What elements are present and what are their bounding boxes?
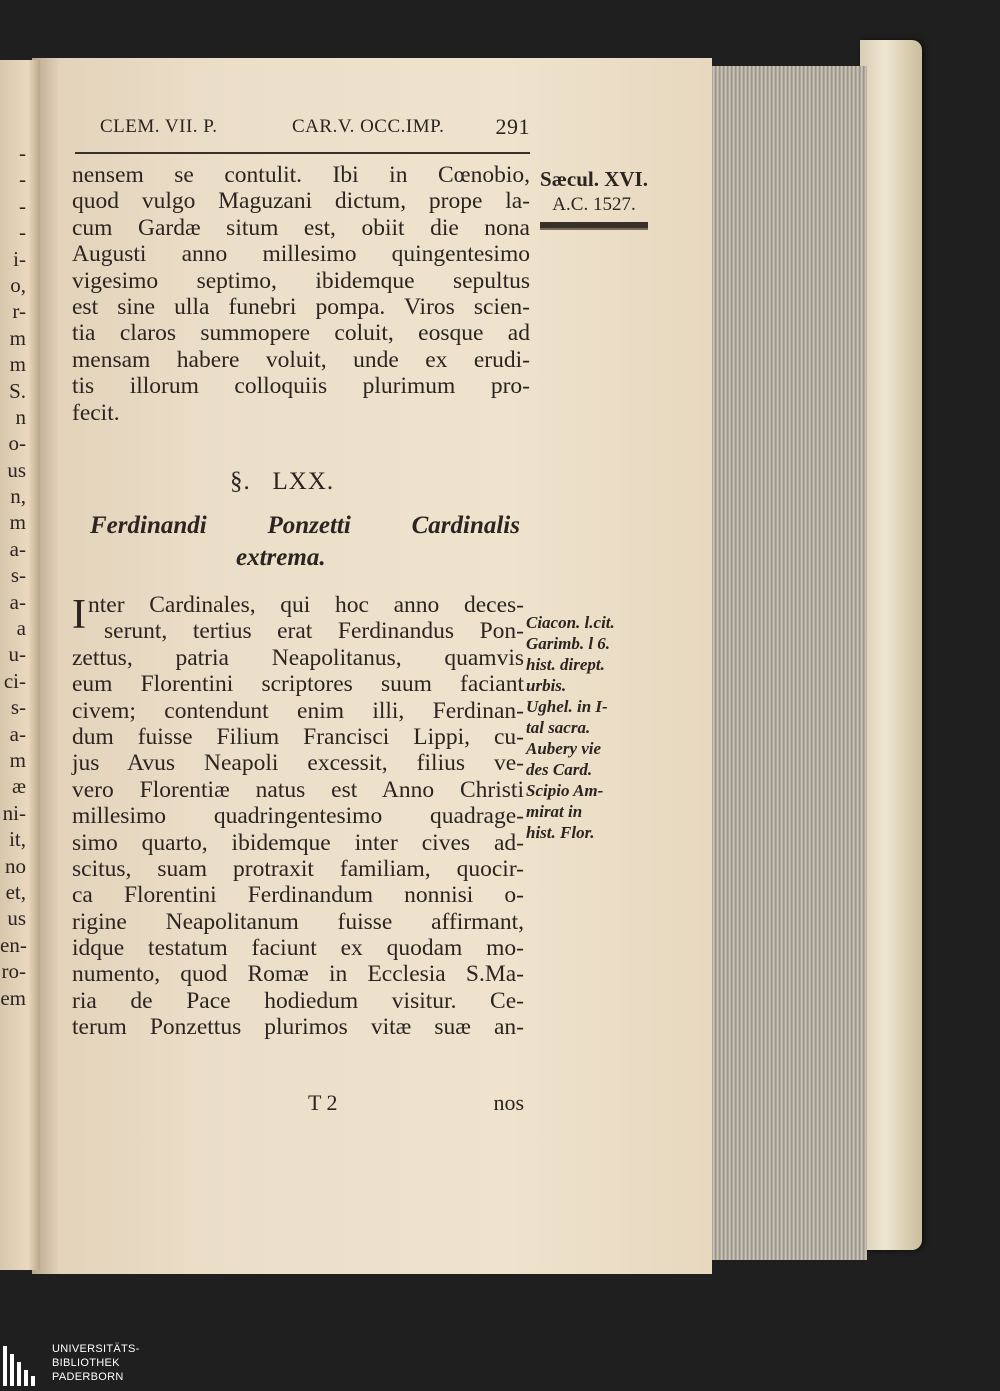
text-line: nter Cardinales, qui hoc anno deces- [88, 592, 524, 618]
text-line: dum fuisse Filium Francisci Lippi, cu- [72, 723, 524, 750]
text-line: zettus, patria Neapolitanus, quamvis [72, 644, 524, 671]
left-page-fragment: n, [10, 484, 26, 509]
left-page-fragment: m [9, 747, 26, 772]
left-page-fragment: S. [9, 378, 26, 403]
left-page-fragment: r- [12, 299, 26, 324]
left-page-fragment: - [19, 167, 26, 192]
text-line: tia claros summopere coluit, eosque ad [72, 320, 530, 347]
logo-line: BIBLIOTHEK [52, 1357, 120, 1369]
left-page-fragment: - [19, 193, 26, 218]
left-page-fragment: m [9, 325, 26, 350]
section-number: LXX. [272, 468, 335, 495]
text-line: millesimo quadringentesimo quadrage- [72, 803, 524, 830]
margin-date-note [534, 166, 654, 230]
header-left: CLEM. VII. P. [100, 116, 218, 137]
logo-line: PADERBORN [52, 1371, 124, 1383]
page-block-edges [705, 66, 867, 1260]
margin-note: Garimb. l 6. [526, 634, 611, 653]
library-logo-icon [3, 1346, 45, 1386]
left-page-fragment: æ [11, 774, 26, 799]
text-line: quod vulgo Maguzani dictum, prope la- [72, 188, 530, 215]
section-mark: §. [230, 468, 251, 495]
catchword: nos [493, 1090, 524, 1115]
text-line: nensem se contulit. Ibi in Cœnobio, [72, 162, 530, 188]
saeculum-label: Sæcul. XVI. [540, 167, 648, 191]
left-page-fragment: a- [9, 721, 26, 746]
left-page-fragment: m [9, 352, 26, 377]
text-line: simo quarto, ibidemque inter cives ad- [72, 829, 524, 856]
left-page-fragment: - [19, 141, 26, 165]
left-page-fragment: no [5, 853, 26, 878]
heading-word: Cardinalis [411, 512, 520, 539]
left-page-fragment: u- [8, 642, 26, 667]
heading-word: Ferdinandi [90, 512, 207, 539]
margin-note: Aubery vie [526, 739, 602, 758]
left-page-fragment: s- [10, 695, 26, 720]
drop-capital: I [72, 592, 86, 638]
left-page-fragment: us [7, 457, 26, 482]
left-page-fragment: it, [9, 827, 26, 852]
library-logo [0, 1338, 200, 1391]
text-line: vero Florentiæ natus est Anno Christi [72, 776, 524, 803]
paragraph-1 [72, 162, 530, 426]
text-line: vigesimo septimo, ibidemque sepultus [72, 267, 530, 294]
left-page-fragment: em [0, 985, 26, 1010]
signature-mark: T 2 [308, 1090, 338, 1115]
margin-rule [540, 222, 648, 230]
margin-note: hist. dirept. [526, 655, 605, 674]
text-line: rigine Neapolitanum fuisse affirmant, [72, 908, 524, 935]
text-line: eum Florentini scriptores suum faciant [72, 671, 524, 698]
header-rule [75, 152, 530, 154]
left-page-fragment: s- [10, 563, 26, 588]
year-label: A.C. 1527. [552, 194, 636, 215]
margin-note: hist. Flor. [526, 823, 595, 842]
section-heading [90, 510, 520, 574]
margin-note: urbis. [526, 676, 567, 695]
left-page-fragment: o, [10, 272, 26, 297]
left-page-fragment: et, [5, 879, 26, 904]
left-page-fragment: a- [9, 536, 26, 561]
text-line: idque testatum faciunt ex quodam mo- [72, 935, 524, 962]
text-line: mensam habere voluit, unde ex erudi- [72, 346, 530, 373]
text-line: scitus, suam protraxit familiam, quocir- [72, 855, 524, 882]
text-line: cum Gardæ situm est, obiit die nona [72, 214, 530, 241]
left-page-fragment: o- [8, 431, 26, 456]
left-page-fragment: ni- [2, 800, 26, 825]
text-line: est sine ulla funebri pompa. Viros scien- [72, 293, 530, 320]
left-page-fragment: n [15, 404, 26, 429]
paragraph-2 [72, 592, 524, 1041]
page-number: 291 [495, 114, 530, 139]
header-center: CAR.V. OCC.IMP. [292, 116, 445, 137]
margin-note: Ciacon. l.cit. [526, 613, 615, 632]
text-line: ca Florentini Ferdinandum nonnisi o- [72, 882, 524, 909]
heading-word: Ponzetti [267, 512, 351, 539]
left-page-fragment: ci- [3, 668, 26, 693]
margin-note: tal sacra. [526, 718, 591, 737]
page-footer [72, 1090, 524, 1120]
text-line: terum Ponzettus plurimos vitæ suæ an- [72, 1014, 524, 1041]
left-page-fragments [0, 140, 30, 1011]
text-line: Augusti anno millesimo quingentesimo [72, 241, 530, 268]
margin-note: Ughel. in I- [526, 697, 608, 716]
text-line: civem; contendunt enim illi, Ferdinan- [72, 697, 524, 724]
text-line: numento, quod Romæ in Ecclesia S.Ma- [72, 961, 524, 988]
section-title [230, 468, 334, 496]
heading-line-2: extrema. [236, 544, 326, 571]
text-line: ria de Pace hodiedum visitur. Ce- [72, 987, 524, 1014]
margin-note: des Card. [526, 760, 593, 779]
text-line: jus Avus Neapoli excessit, filius ve- [72, 750, 524, 777]
left-page-fragment: ro- [1, 959, 26, 984]
left-page-fragment: us [7, 906, 26, 931]
text-line: tis illorum colloquiis plurimum pro- [72, 373, 530, 400]
left-page-fragment: a [16, 616, 26, 641]
left-page-fragment: en- [0, 932, 27, 957]
margin-references [526, 612, 656, 843]
margin-note: mirat in [526, 802, 583, 821]
left-page-fragment: i- [13, 246, 26, 271]
left-page-fragment: a- [9, 589, 26, 614]
logo-line: UNIVERSITÄTS- [52, 1343, 140, 1355]
text-line: serunt, tertius erat Ferdinandus Pon- [104, 618, 524, 645]
book-cover-edge [860, 40, 922, 1250]
left-page-fragment: - [19, 220, 26, 245]
left-page-fragment: m [9, 510, 26, 535]
margin-note: Scipio Am- [526, 781, 604, 800]
library-logo-text [52, 1342, 140, 1384]
running-header [100, 116, 530, 146]
text-line: fecit. [72, 399, 120, 426]
